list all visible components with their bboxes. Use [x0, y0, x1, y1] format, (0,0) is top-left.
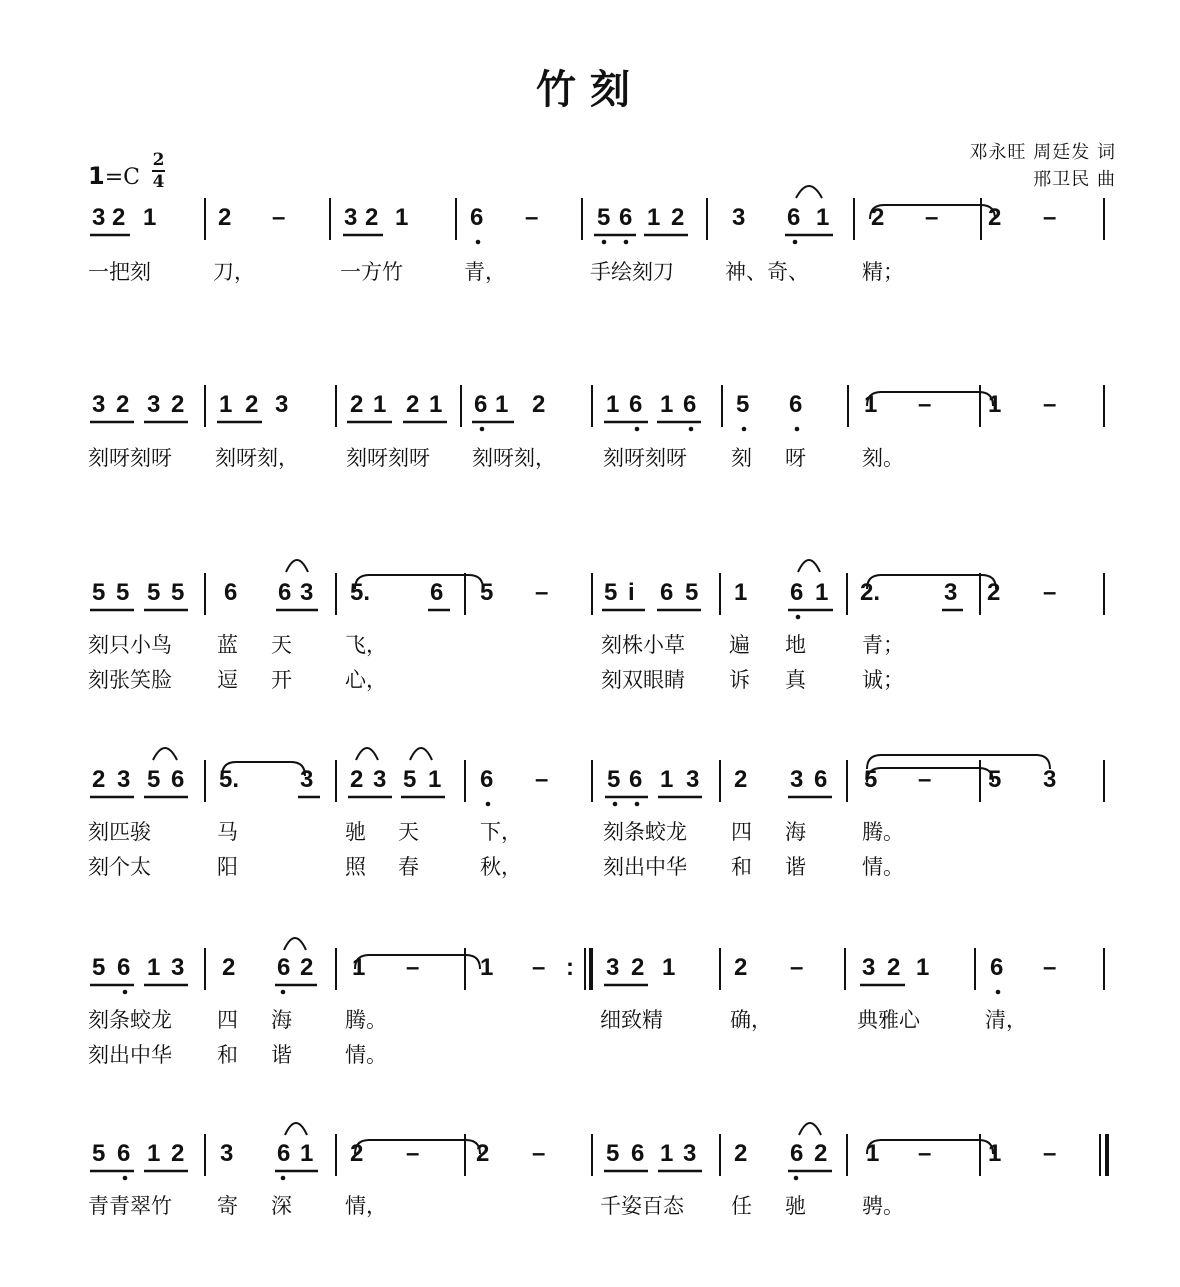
octave-dot [635, 427, 640, 432]
tie-bracket [867, 768, 993, 782]
note: 2 [406, 391, 420, 418]
lyric-word: 天 [398, 820, 419, 844]
note: 6 [790, 579, 804, 606]
slur-arc [798, 560, 820, 572]
lyric-word: 海 [271, 1008, 292, 1032]
sustain-dash: – [918, 766, 932, 793]
note: 6 [117, 1140, 131, 1167]
sustain-dash: – [918, 391, 932, 418]
note: 3 [373, 766, 387, 793]
lyric-word: 马 [217, 820, 238, 844]
note: 3 [683, 1140, 697, 1167]
lyric-word: 驰 [785, 1194, 806, 1218]
lyric-word: 开 [271, 668, 292, 692]
lyric-word: 刻呀刻呀 [88, 446, 172, 470]
note: 2 [350, 766, 364, 793]
note: i [628, 579, 635, 606]
note: 2 [532, 391, 546, 418]
note: 3 [92, 204, 106, 231]
note: 2 [887, 954, 901, 981]
octave-dot [742, 427, 747, 432]
lyric-word: 典雅心 [857, 1008, 920, 1032]
sustain-dash: – [1043, 579, 1057, 606]
note: 5 [736, 391, 750, 418]
note: 1 [660, 1140, 674, 1167]
lyric-word: 诉 [729, 668, 750, 692]
note: 5 [171, 579, 185, 606]
sustain-dash: – [1043, 391, 1057, 418]
note: 2 [350, 1140, 364, 1167]
lyric-word: 刻条蛟龙 [603, 820, 687, 844]
note: 6 [117, 954, 131, 981]
sustain-dash: – [925, 204, 939, 231]
note: 5 [607, 766, 621, 793]
note: 2 [116, 391, 130, 418]
octave-dot [602, 240, 607, 245]
lyric-word: 青青翠竹 [88, 1194, 172, 1218]
note: 1 [147, 1140, 161, 1167]
note: 2 [988, 204, 1002, 231]
lyric-word: 海 [785, 820, 806, 844]
lyric-word: 地 [785, 633, 806, 657]
note: 3 [300, 579, 314, 606]
note: 1 [647, 204, 661, 231]
note: 5 [988, 766, 1002, 793]
note: 2 [871, 204, 885, 231]
lyric-word: 秋， [480, 855, 522, 879]
lyric-word: 刻呀刻， [215, 446, 299, 470]
tie-bracket [222, 762, 305, 776]
note: 1 [660, 391, 674, 418]
lyric-word: 刻出中华 [603, 855, 687, 879]
slur-arc [799, 1123, 821, 1135]
octave-dot [689, 427, 694, 432]
octave-dot [793, 240, 798, 245]
lyric-word: 刻匹骏 [88, 820, 151, 844]
note: 5 [864, 766, 878, 793]
lyric-word: 刻双眼睛 [601, 668, 685, 692]
lyric-word: 刻呀刻， [472, 446, 556, 470]
lyric-word: 刻只小鸟 [88, 633, 172, 657]
lyric-word: 诚； [862, 668, 904, 692]
sustain-dash: – [406, 1140, 420, 1167]
slur-arc [796, 186, 822, 198]
note: 3 [732, 204, 746, 231]
sustain-dash: – [525, 204, 539, 231]
lyric-word: 细致精 [600, 1008, 663, 1032]
lyric-word: 腾。 [345, 1008, 387, 1032]
note: 5 [604, 579, 618, 606]
sustain-dash: – [532, 1140, 546, 1167]
lyric-word: 四 [217, 1008, 238, 1032]
note: 6 [474, 391, 488, 418]
note: 3 [1043, 766, 1057, 793]
lyric-word: 阳 [217, 855, 238, 879]
note: 3 [862, 954, 876, 981]
note: 2 [671, 204, 685, 231]
note: 1 [147, 954, 161, 981]
note: 6 [278, 579, 292, 606]
note: 1 [988, 391, 1002, 418]
slur-arc [410, 748, 432, 760]
note: 1 [495, 391, 509, 418]
note: 5 [685, 579, 699, 606]
repeat-sign: : [566, 954, 574, 981]
tie-bracket [355, 575, 483, 589]
sustain-dash: – [535, 766, 549, 793]
note: 5 [606, 1140, 620, 1167]
sustain-dash: – [1043, 1140, 1057, 1167]
octave-dot [480, 427, 485, 432]
lyricist-credit: 邓永旺 周廷发 词 [969, 142, 1116, 163]
slur-arc [153, 748, 177, 760]
lyric-word: 蓝 [217, 633, 238, 657]
note: 6 [224, 579, 238, 606]
note: 2 [734, 766, 748, 793]
lyric-word: 刻呀刻呀 [603, 446, 687, 470]
note: 6 [480, 766, 494, 793]
lyric-word: 情。 [862, 855, 904, 879]
lyric-word: 情， [345, 1194, 387, 1218]
note: 6 [629, 766, 643, 793]
slur-arc [285, 1123, 307, 1135]
lyric-word: 确， [730, 1008, 772, 1032]
note: 2 [631, 954, 645, 981]
note: 1 [734, 579, 748, 606]
note: 6 [277, 1140, 291, 1167]
note: 2 [814, 1140, 828, 1167]
lyric-word: 呀 [785, 446, 806, 470]
note: 2 [476, 1140, 490, 1167]
lyric-word: 腾。 [862, 820, 904, 844]
octave-dot [476, 240, 481, 245]
slur-arc [284, 938, 306, 950]
lyric-word: 真 [785, 668, 806, 692]
note: 5 [92, 1140, 106, 1167]
note: 2. [860, 579, 881, 606]
lyric-word: 刻。 [862, 446, 904, 470]
lyric-word: 刻 [731, 446, 752, 470]
note: 5 [147, 579, 161, 606]
note: 3 [300, 766, 314, 793]
tie-bracket [867, 1140, 993, 1154]
sustain-dash: – [918, 1140, 932, 1167]
lyric-word: 青； [862, 633, 904, 657]
time-signature-bottom: 4 [152, 172, 165, 192]
lyric-word: 深 [271, 1194, 292, 1218]
lyric-word: 照 [345, 855, 366, 879]
lyric-word: 刻出中华 [88, 1043, 172, 1067]
composer-credit: 邢卫民 曲 [1033, 169, 1116, 190]
lyric-word: 刻个太 [88, 855, 151, 879]
note: 6 [430, 579, 444, 606]
note: 2 [112, 204, 126, 231]
note: 3 [686, 766, 700, 793]
octave-dot [996, 990, 1001, 995]
note: 6 [790, 1140, 804, 1167]
note: 3 [220, 1140, 234, 1167]
note: 2 [987, 579, 1001, 606]
note: 1 [816, 204, 830, 231]
note: 2 [350, 391, 364, 418]
tie-bracket [870, 205, 995, 219]
lyric-word: 刻条蛟龙 [88, 1008, 172, 1032]
note: 1 [864, 391, 878, 418]
tie-bracket [867, 575, 996, 589]
note: 2 [300, 954, 314, 981]
sustain-dash: – [1043, 954, 1057, 981]
note: 6 [814, 766, 828, 793]
note: 3 [275, 391, 289, 418]
lyric-word: 刻张笑脸 [88, 668, 172, 692]
note: 2 [222, 954, 236, 981]
note: 1 [866, 1140, 880, 1167]
sustain-dash: – [406, 954, 420, 981]
note: 5 [403, 766, 417, 793]
lyric-word: 清， [985, 1008, 1027, 1032]
note: 1 [660, 766, 674, 793]
octave-dot [486, 802, 491, 807]
note: 1 [395, 204, 409, 231]
note: 5 [92, 579, 106, 606]
octave-dot [123, 1176, 128, 1181]
octave-dot [635, 802, 640, 807]
octave-dot [613, 802, 618, 807]
sustain-dash: – [535, 579, 549, 606]
slur-arc [356, 748, 378, 760]
lyric-word: 春 [398, 855, 419, 879]
lyric-word: 四 [731, 820, 752, 844]
tie-bracket [355, 1140, 480, 1154]
octave-dot [281, 1176, 286, 1181]
note: 1 [815, 579, 829, 606]
note: 2 [171, 391, 185, 418]
octave-dot [123, 990, 128, 995]
note: 6 [660, 579, 674, 606]
lyric-word: 青， [464, 260, 506, 284]
note: 5 [597, 204, 611, 231]
sustain-dash: – [532, 954, 546, 981]
note: 3 [606, 954, 620, 981]
note: 5 [116, 579, 130, 606]
note: 2 [734, 1140, 748, 1167]
note: 5 [480, 579, 494, 606]
lyric-word: 天 [271, 633, 292, 657]
song-title: 竹刻 [536, 66, 644, 113]
note: 6 [171, 766, 185, 793]
tie-bracket [355, 955, 480, 969]
note: 5. [350, 579, 371, 606]
note: 2 [92, 766, 106, 793]
note: 3 [147, 391, 161, 418]
lyric-word: 一把刻 [88, 260, 151, 284]
lyric-word: 情。 [345, 1043, 387, 1067]
lyric-word: 遍 [729, 633, 750, 657]
octave-dot [624, 240, 629, 245]
note: 1 [143, 204, 157, 231]
lyric-word: 下， [480, 820, 522, 844]
slur-arc [286, 560, 308, 572]
note: 1 [988, 1140, 1002, 1167]
lyric-word: 刻株小草 [601, 633, 685, 657]
note: 5 [147, 766, 161, 793]
note: 5 [92, 954, 106, 981]
sustain-dash: – [272, 204, 286, 231]
note: 6 [683, 391, 697, 418]
note: 6 [789, 391, 803, 418]
lyric-word: 心， [345, 668, 387, 692]
note: 2 [218, 204, 232, 231]
note: 6 [787, 204, 801, 231]
note: 2 [245, 391, 259, 418]
octave-dot [794, 1176, 799, 1181]
note: 2 [734, 954, 748, 981]
note: 1 [606, 391, 620, 418]
note: 3 [790, 766, 804, 793]
tie-bracket [867, 755, 1050, 769]
note: 5. [219, 766, 240, 793]
note: 6 [277, 954, 291, 981]
lyric-word: 逗 [217, 668, 238, 692]
key-equals: =C [104, 165, 140, 190]
note: 1 [300, 1140, 314, 1167]
lyric-word: 千姿百态 [600, 1194, 684, 1218]
note: 3 [117, 766, 131, 793]
lyric-word: 刻呀刻呀 [346, 446, 430, 470]
lyric-word: 一方竹 [340, 260, 403, 284]
note: 1 [429, 391, 443, 418]
note: 6 [629, 391, 643, 418]
note: 1 [219, 391, 233, 418]
octave-dot [796, 615, 801, 620]
note: 1 [428, 766, 442, 793]
note: 3 [344, 204, 358, 231]
note: 6 [990, 954, 1004, 981]
note: 2 [365, 204, 379, 231]
sustain-dash: – [1043, 204, 1057, 231]
note: 6 [631, 1140, 645, 1167]
lyric-word: 任 [731, 1194, 752, 1218]
note: 6 [470, 204, 484, 231]
note: 3 [944, 579, 958, 606]
lyric-word: 神、奇、 [725, 260, 809, 284]
note: 1 [916, 954, 930, 981]
lyric-word: 和 [217, 1043, 238, 1067]
octave-dot [281, 990, 286, 995]
note: 2 [171, 1140, 185, 1167]
time-signature-top: 2 [152, 150, 165, 170]
key-tonic: 1 [88, 162, 105, 190]
lyric-word: 谐 [785, 855, 806, 879]
lyric-word: 谐 [271, 1043, 292, 1067]
lyric-word: 和 [731, 855, 752, 879]
note: 6 [619, 204, 633, 231]
lyric-word: 寄 [217, 1194, 238, 1218]
note: 1 [480, 954, 494, 981]
lyric-word: 飞， [345, 633, 387, 657]
note: 1 [373, 391, 387, 418]
note: 1 [662, 954, 676, 981]
octave-dot [795, 427, 800, 432]
note: 1 [352, 954, 366, 981]
lyric-word: 精； [862, 260, 904, 284]
lyric-word: 骋。 [862, 1194, 904, 1218]
lyric-word: 驰 [345, 820, 366, 844]
note: 3 [171, 954, 185, 981]
tie-bracket [867, 392, 993, 406]
note: 3 [92, 391, 106, 418]
lyric-word: 刀， [213, 260, 255, 284]
lyric-word: 手绘刻刀 [590, 260, 674, 284]
sustain-dash: – [790, 954, 804, 981]
